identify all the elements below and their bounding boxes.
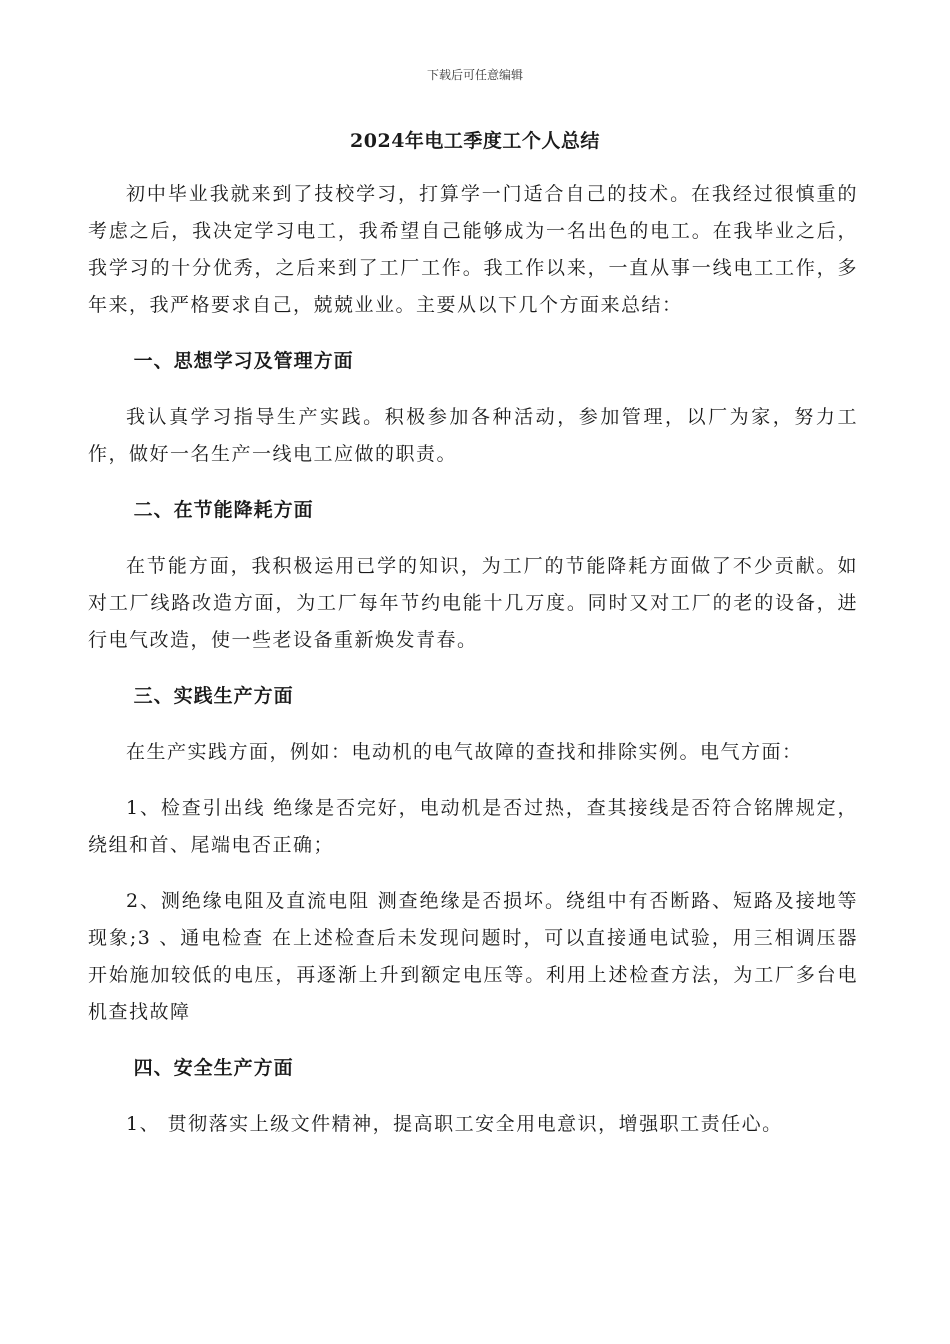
section-3-paragraph-3: 2、测绝缘电阻及直流电阻 测查绝缘是否损坏。绕组中有否断路、短路及接地等现象;3 、通电检查 在上述检查后未发现问题时，可以直接通电试验，用三相调压器开始施加较低的电压，再逐渐上升到额定电压等。利用上述检查方法，为工厂多台电机查找故障 bbox=[88, 890, 858, 1023]
page-header-note: 下载后可任意编辑 bbox=[426, 68, 523, 82]
section-2-paragraph-1: 在节能方面，我积极运用已学的知识，为工厂的节能降耗方面做了不少贡献。如对工厂线路改造方面，为工厂每年节约电能十几万度。同时又对工厂的老的设备，进行电气改造，使一些老设备重新焕发青春。 bbox=[88, 555, 858, 651]
section-heading-4: 四、安全生产方面 bbox=[133, 1057, 294, 1079]
section-3-paragraph-2: 1、检查引出线 绝缘是否完好，电动机是否过热，查其接线是否符合铭牌规定，绕组和首、尾端电否正确； bbox=[88, 797, 858, 856]
section-1-paragraph-1: 我认真学习指导生产实践。积极参加各种活动，参加管理，以厂为家，努力工作，做好一名生产一线电工应做的职责。 bbox=[88, 406, 858, 465]
section-heading-3: 三、实践生产方面 bbox=[133, 685, 294, 707]
section-heading-2: 二、在节能降耗方面 bbox=[133, 499, 314, 521]
section-3-paragraph-1: 在生产实践方面，例如：电动机的电气故障的查找和排除实例。电气方面： bbox=[126, 741, 803, 763]
section-4-paragraph-1: 1、 贯彻落实上级文件精神，提高职工安全用电意识，增强职工责任心。 bbox=[126, 1113, 783, 1135]
section-heading-1: 一、思想学习及管理方面 bbox=[133, 350, 354, 372]
intro-paragraph: 初中毕业我就来到了技校学习，打算学一门适合自己的技术。在我经过很慎重的考虑之后，我决定学习电工，我希望自己能够成为一名出色的电工。在我毕业之后，我学习的十分优秀，之后来到了工厂工作。我工作以来，一直从事一线电工工作，多年来，我严格要求自己，兢兢业业。主要从以下几个方面来总结： bbox=[88, 183, 858, 316]
document-body bbox=[88, 176, 858, 1162]
document-title: 2024年电工季度工个人总结 bbox=[350, 130, 600, 152]
